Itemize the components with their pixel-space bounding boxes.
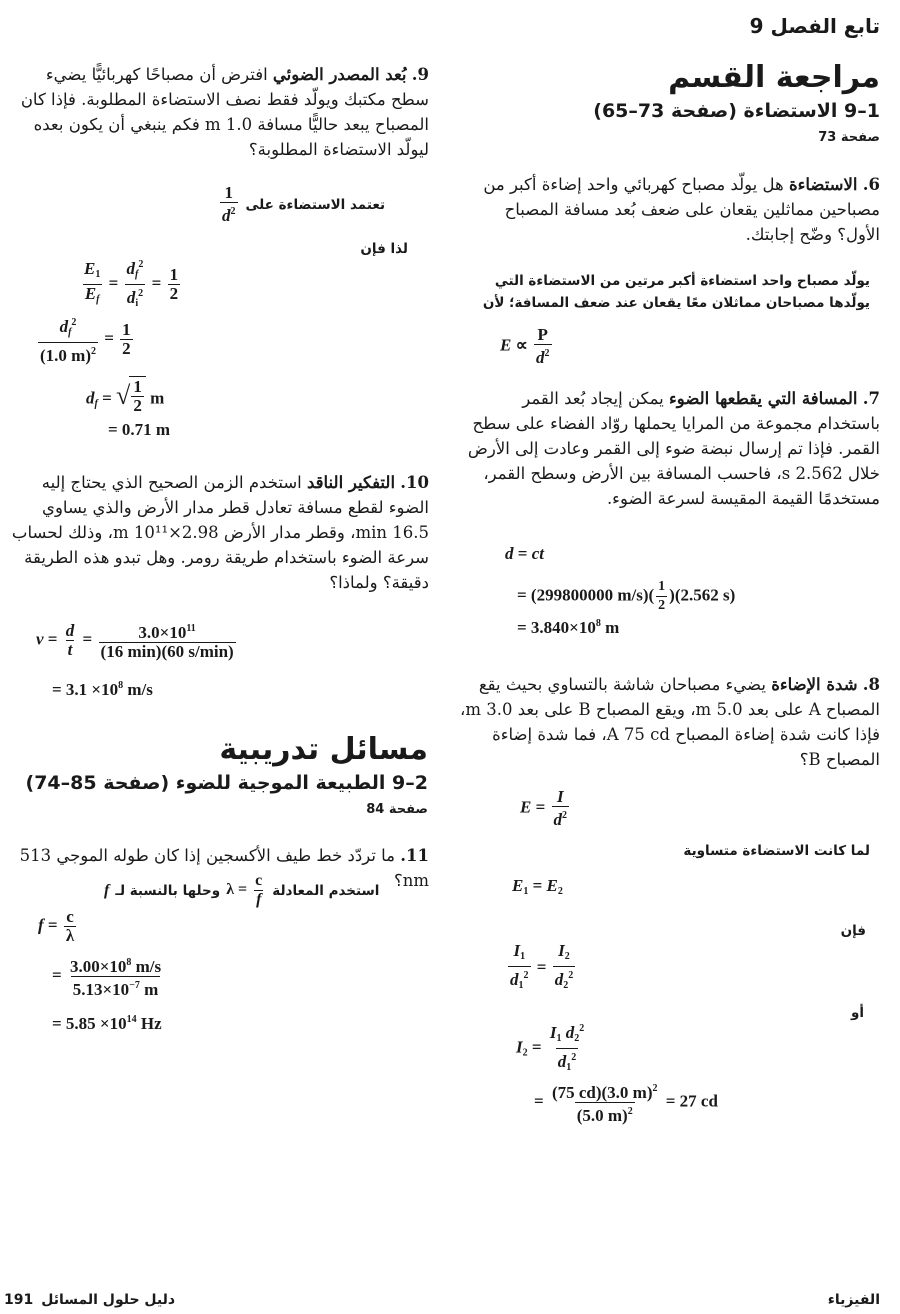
- question-number: 10.: [400, 473, 429, 492]
- page-reference: صفحة 73: [818, 130, 880, 145]
- equation-df-ratio: $\frac{d_f^2}{(1.0 m)^2}$ = $\frac{1}{2}$: [40, 317, 131, 365]
- equation-f-result: = $5.85 \times 10^{14}$ Hz: [52, 1014, 162, 1033]
- practice-title: مسائل تدريبية: [219, 732, 428, 767]
- answer-6: يولّد مصباح واحد استضاءة أكبر مرتين من الاستضاءة التي يولّدها مصباحان مماثلان معًا يقعان عند ضعف المسافة؛ لأن: [482, 273, 870, 311]
- equation-e-proportional: E ∝ $\frac{P}{d^2}$: [500, 325, 550, 367]
- practice-page: صفحة 84: [366, 802, 428, 817]
- question-label: التفكير الناقد: [306, 473, 396, 492]
- question-number: 8.: [862, 675, 880, 694]
- question-label: شدة الإضاءة: [771, 675, 858, 694]
- footer-subject: الفيزياء: [827, 1292, 880, 1308]
- equation-d-result: = $3.840\times 10^8$ m: [517, 618, 620, 637]
- equation-lambda: λ = $\frac{c}{f}$: [226, 872, 263, 908]
- question-number: 7.: [862, 389, 880, 408]
- use-text: استخدم المعادلة: [272, 882, 380, 899]
- depends-line: [218, 184, 385, 225]
- question-label: الاستضاءة: [788, 175, 858, 194]
- equation-f-def: f = $\frac{c}{\lambda}$: [38, 907, 75, 945]
- equation-e-ratio: $\frac{E_1}{E_f}$ = $\frac{d_f^2}{d_i^2}$ = $\frac{1}{2}$: [80, 256, 182, 313]
- equation-df-sqrt: $d_f$ = √ $\frac{1}{2}$ m: [86, 377, 165, 415]
- equation-one-over-d2: $\frac{1}{d^2}$: [222, 183, 236, 225]
- question-10: [4, 470, 429, 595]
- question-text: يضيء مصباحان شاشة بالتساوي بحيث يقع المصباح A على بعد 5.0 m، ويقع المصباح B على بعد 3.0 m، فإذا كانت شدة إضاءة المصباح A 75 cd، فما شدة إضاءة المصباح B؟: [460, 675, 880, 769]
- question-text: افترض أن مصباحًا كهربائيًّا يضيء سطح مكتبك ويولّد فقط نصف الاستضاءة المطلوبة. فإذا كان المصباح يبعد حاليًّا مسافة 1.0 m فكم ينبغي أن يكون بعده ليولّد الاستضاءة المطلوبة؟: [20, 65, 429, 159]
- question-label: بُعد المصدر الضوئي: [272, 65, 407, 84]
- question-number: 9.: [411, 65, 429, 84]
- question-text: يمكن إيجاد بُعد القمر باستخدام مجموعة من المرايا يحملها روّاد الفضاء على سطح القمر. فإذا تم إرسال نبضة ضوء إلى القمر وعادت إلى الأرض خلال 2.562 s، فاحسب المسافة بين الأرض وسطح القمر، مستخدمًا القيمة المقيسة لسرعة الضوء.: [467, 389, 880, 508]
- equation-f-calc: = $\frac{3.00\times 10^8 m/s}{5.13\times 10^{-7} m}$: [52, 957, 162, 999]
- solve-text: وحلها بالنسبة لـ: [115, 882, 221, 899]
- depends-text: تعتمد الاستضاءة على: [245, 196, 386, 213]
- equation-v-result: = $3.1 \times 10^8$ m/s: [52, 680, 153, 699]
- question-label: المسافة التي يقطعها الضوء: [669, 389, 858, 408]
- question-8: [460, 672, 880, 772]
- footer-guide-title: دليل حلول المسائل: [41, 1292, 176, 1308]
- practice-subtitle: 2–9 الطبيعة الموجية للضوء (صفحة 85–74): [25, 772, 428, 794]
- section-subtitle: 1–9 الاستضاءة (صفحة 73–65): [593, 100, 880, 122]
- equation-f-symbol: f: [104, 881, 110, 899]
- equation-v-calc: v = $\frac{d}{t}$ = $\frac{3.0\times 10^{11}}{(16 \min)(60 s/\min)}$: [36, 621, 234, 661]
- or-text: أو: [850, 1005, 864, 1021]
- use-equation-line: [104, 872, 379, 909]
- question-number: 11.: [400, 846, 429, 865]
- question-7: [460, 386, 880, 511]
- equation-i-ratio: $\frac{I_1}{d_1^2}$ = $\frac{I_2}{d_2^2}$: [506, 942, 577, 995]
- equation-d-calc: = (299800000 m/s)( $\frac{1}{2}$ )(2.562 s): [517, 579, 736, 613]
- page-number: 191: [4, 1292, 34, 1308]
- question-text: ما تردّد خط طيف الأكسجين إذا كان طوله الموجي 513 nm؟: [19, 846, 429, 890]
- equation-d-ct: d = ct: [505, 544, 544, 563]
- footer-left: [4, 1292, 175, 1308]
- question-text: هل يولّد مصباح كهربائي واحد إضاءة أكبر من مصباحين مماثلين يقعان على ضعف بُعد مسافة المصباح الأول؟ وضّح إجابتك.: [483, 175, 880, 244]
- equation-i2-result: = $\frac{(75 cd)(3.0 m)^2}{(5.0 m)^2}$ = 27 cd: [534, 1083, 718, 1125]
- therefore-text: لذا فإن: [360, 241, 408, 257]
- question-text: استخدم الزمن الصحيح الذي يحتاج إليه الضوء لقطع مسافة تعادل قطر مدار الأرض والذي يساوي 16.5 min، وقطر مدار الأرض 2.98×10¹¹ m، وذلك لحساب سرعة الضوء باستخدام طريقة رومر. وهل تبدو هذه الطريقة دقيقة؟ ولماذا؟: [11, 473, 429, 592]
- question-number: 6.: [862, 175, 880, 194]
- question-9: [4, 62, 429, 162]
- then-text: فإن: [840, 923, 866, 939]
- chapter-header: تابع الفصل 9: [749, 14, 880, 38]
- equation-df-result: = 0.71 m: [108, 420, 171, 439]
- equation-e1-e2: $E_1 = E_2$: [512, 876, 563, 897]
- section-title: مراجعة القسم: [668, 60, 880, 95]
- equation-e-intensity: E = $\frac{I}{d^2}$: [520, 787, 568, 829]
- question-6: [460, 172, 880, 247]
- equation-i2: $I_2$ = $\frac{I_1 d_2^2}{d_1^2}$: [516, 1020, 588, 1077]
- since-text: لما كانت الاستضاءة متساوية: [683, 843, 870, 859]
